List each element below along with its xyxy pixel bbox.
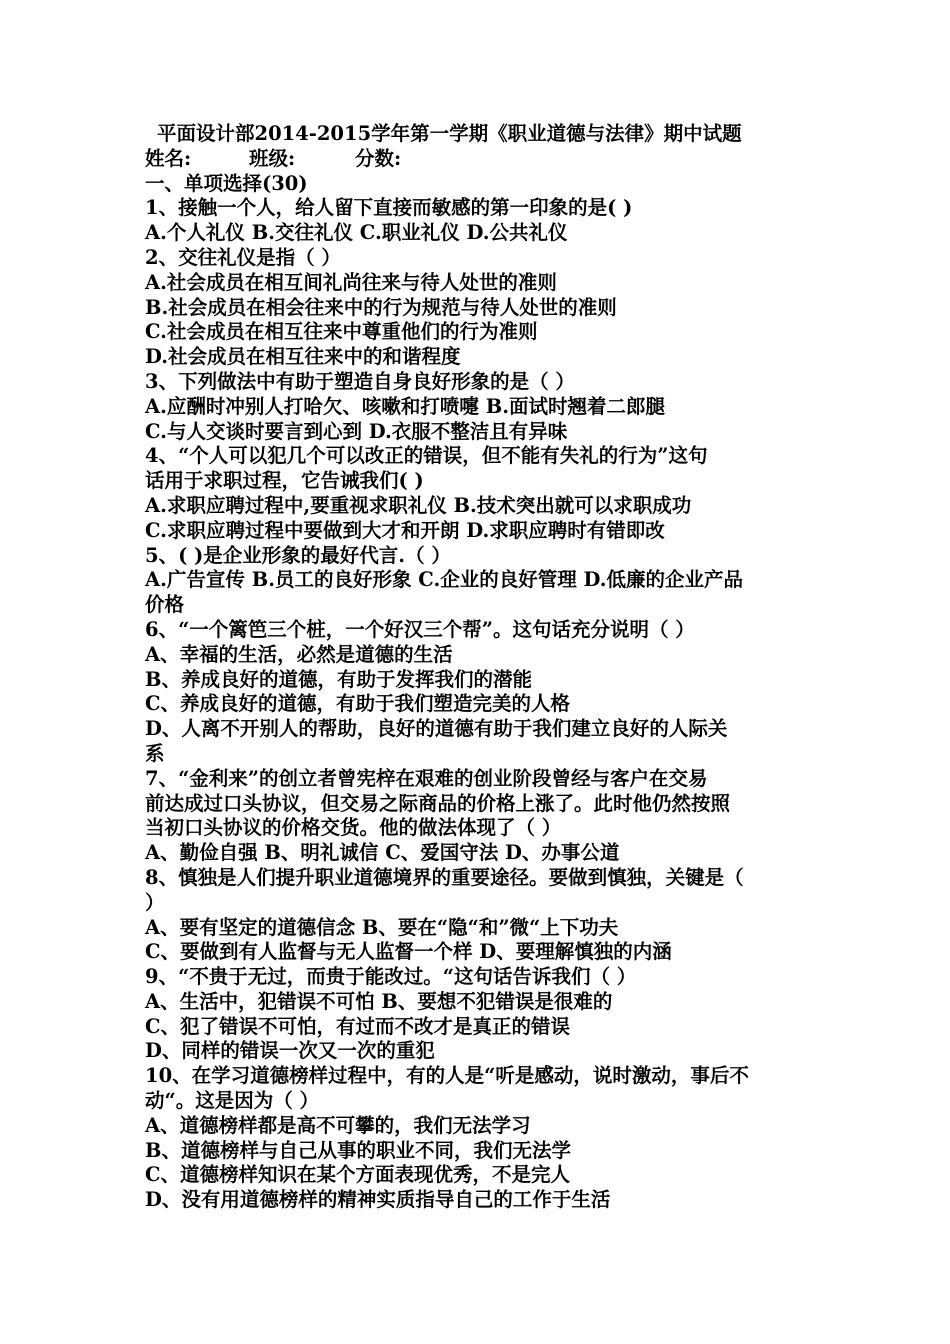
question-line: 动“。这是因为（ ） bbox=[145, 1089, 320, 1113]
question-line: 1、接触一个人，给人留下直接而敏感的第一印象的是( ) bbox=[145, 196, 633, 220]
question-line: B、养成良好的道德，有助于发挥我们的潜能 bbox=[145, 667, 532, 691]
question-line: 6、“一个篱笆三个桩，一个好汉三个帮”。这句话充分说明（ ） bbox=[145, 617, 695, 641]
question-line: A.个人礼仪 B.交往礼仪 C.职业礼仪 D.公共礼仪 bbox=[145, 221, 568, 245]
question-line: B、道德榜样与自己从事的职业不同，我们无法学 bbox=[145, 1138, 571, 1162]
question-line: A、道德榜样都是高不可攀的，我们无法学习 bbox=[145, 1113, 531, 1137]
question-line: 话用于求职过程，它告诫我们( ) bbox=[145, 469, 424, 493]
class-label: 班级: bbox=[249, 146, 296, 170]
question-line: D、同样的错误一次又一次的重犯 bbox=[145, 1039, 435, 1063]
question-line: 当初口头协议的价格交货。他的做法体现了（ ） bbox=[145, 816, 562, 840]
student-info-row bbox=[145, 147, 815, 172]
question-line: 8、慎独是人们提升职业道德境界的重要途径。要做到慎独，关键是（ bbox=[145, 865, 744, 889]
question-line: C.社会成员在相互往来中尊重他们的行为准则 bbox=[145, 320, 538, 344]
question-line: 4、“个人可以犯几个可以改正的错误，但不能有失礼的行为”这句 bbox=[145, 444, 708, 468]
section-heading: 一、单项选择(30) bbox=[145, 171, 308, 195]
question-line: 系 bbox=[145, 741, 165, 765]
exam-page bbox=[145, 122, 815, 1213]
question-line: 9、“不贵于无过，而贵于能改过。“这句话告诉我们（ ） bbox=[145, 965, 637, 989]
question-line: A.社会成员在相互间礼尚往来与待人处世的准则 bbox=[145, 270, 557, 294]
question-line: A.应酬时冲别人打哈欠、咳嗽和打喷嚏 B.面试时翘着二郎腿 bbox=[145, 394, 665, 418]
question-list bbox=[145, 196, 815, 1213]
question-line: 7、“金利来”的创立者曾宪梓在艰难的创业阶段曾经与客户在交易 bbox=[145, 766, 708, 790]
question-line: D.社会成员在相互往来中的和谐程度 bbox=[145, 345, 461, 369]
question-line: 前达成过口头协议，但交易之际商品的价格上涨了。此时他仍然按照 bbox=[145, 791, 731, 815]
question-line: D、没有用道德榜样的精神实质指导自己的工作于生活 bbox=[145, 1188, 611, 1212]
question-line: ） bbox=[145, 890, 165, 914]
question-line: A、生活中，犯错误不可怕 B、要想不犯错误是很难的 bbox=[145, 989, 613, 1013]
name-label: 姓名: bbox=[145, 146, 192, 170]
question-line: A、幸福的生活，必然是道德的生活 bbox=[145, 642, 453, 666]
question-line: C.与人交谈时要言到心到 D.衣服不整洁且有异味 bbox=[145, 419, 568, 443]
question-line: C、道德榜样知识在某个方面表现优秀，不是完人 bbox=[145, 1163, 571, 1187]
question-line: C、养成良好的道德，有助于我们塑造完美的人格 bbox=[145, 692, 571, 716]
question-line: A.广告宣传 B.员工的良好形象 C.企业的良好管理 D.低廉的企业产品 bbox=[145, 568, 744, 592]
question-line: 2、交往礼仪是指（ ） bbox=[145, 245, 341, 269]
question-line: 10、在学习道德榜样过程中，有的人是“听是感动，说时激动，事后不 bbox=[145, 1064, 749, 1088]
score-label: 分数: bbox=[355, 146, 402, 170]
question-line: C、犯了错误不可怕，有过而不改才是真正的错误 bbox=[145, 1014, 571, 1038]
question-line: 5、( )是企业形象的最好代言.（ ） bbox=[145, 543, 451, 567]
question-line: A.求职应聘过程中,要重视求职礼仪 B.技术突出就可以求职成功 bbox=[145, 493, 692, 517]
question-line: 价格 bbox=[145, 593, 185, 617]
question-line: C.求职应聘过程中要做到大才和开朗 D.求职应聘时有错即改 bbox=[145, 518, 665, 542]
question-line: 3、下列做法中有助于塑造自身良好形象的是（ ） bbox=[145, 369, 575, 393]
question-line: A、勤俭自强 B、明礼诚信 C、爱国守法 D、办事公道 bbox=[145, 841, 620, 865]
question-line: C、要做到有人监督与无人监督一个样 D、要理解慎独的内涵 bbox=[145, 940, 672, 964]
exam-title: 平面设计部2014-2015学年第一学期《职业道德与法律》期中试题 bbox=[157, 122, 742, 145]
question-line: D、人离不开别人的帮助，良好的道德有助于我们建立良好的人际关 bbox=[145, 717, 728, 741]
question-line: B.社会成员在相会往来中的行为规范与待人处世的准则 bbox=[145, 295, 617, 319]
question-line: A、要有坚定的道德信念 B、要在“隐“和”微“上下功夫 bbox=[145, 915, 619, 939]
